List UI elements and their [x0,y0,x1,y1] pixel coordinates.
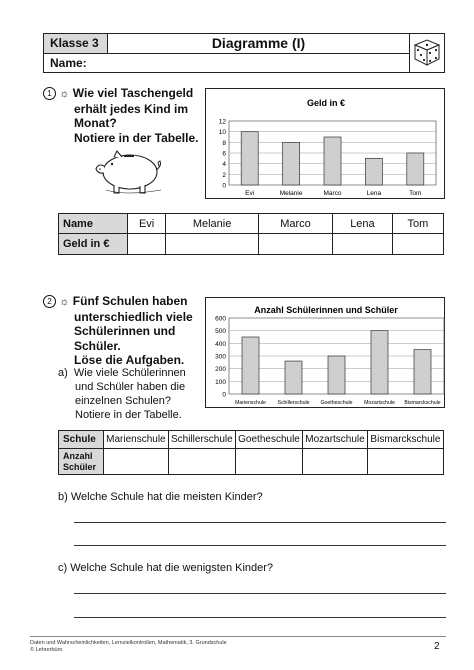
subtask-a-line: Wie viele Schülerinnen [73,367,186,379]
table-cell-name: Marco [258,214,332,234]
table-header-count-line: Anzahl [63,450,93,461]
bar [285,361,302,394]
table-row [59,234,444,255]
y-tick-label: 500 [215,328,226,336]
task2-line: Löse die Aufgaben. [74,353,185,367]
answer-cell[interactable] [235,449,302,475]
y-tick-label: 400 [215,340,226,348]
chart2-svg [206,298,446,409]
task2-line: Schülerinnen und [74,324,176,338]
task1-line: Wie viel Taschengeld [72,86,194,100]
sun-icon: ☼ [59,88,70,100]
task2-text [43,294,208,368]
table-cell-name: Melanie [166,214,259,234]
worksheet-title: Diagramme (I) [108,34,409,54]
bar [365,158,382,185]
table-header-school: Schule [59,431,104,449]
x-tick-label: Goetheschule [320,400,353,406]
footer-text [30,640,227,654]
subtask-c: c) Welche Schule hat die wenigsten Kinder? [58,562,274,574]
x-tick-label: Bismarckschule [404,400,441,406]
y-tick-label: 200 [215,366,226,374]
x-tick-label: Tom [409,190,422,197]
table-row [59,431,444,449]
table-row [59,214,444,234]
y-tick-label: 6 [222,150,226,158]
answer-line[interactable] [74,617,446,618]
subtask-b: b) Welche Schule hat die meisten Kinder? [58,491,263,503]
answer-line[interactable] [74,593,446,594]
answer-cell[interactable] [128,234,166,255]
pocket-money-table [58,213,444,255]
subtask-a-line: und Schüler haben die [75,381,186,393]
task2-line: unterschiedlich viele [74,309,193,324]
task1-line: Notiere in der Tabelle. [74,130,199,145]
footer-line: Daten und Wahrscheinlichkeiten, Lernzielkontrollen, Mathematik, 3. Grundschule [30,640,227,646]
y-tick-label: 0 [222,391,226,399]
bar [283,142,300,185]
footer-divider [30,636,446,637]
bar [328,356,345,394]
class-label: Klasse 3 [44,34,108,54]
answer-cell[interactable] [367,449,443,475]
footer-line: © Lehrerbüro [30,647,63,653]
bar [241,132,258,185]
bar [371,331,388,394]
x-tick-label: Marienschule [235,400,266,406]
answer-line[interactable] [74,522,446,523]
school-table [58,430,444,475]
subtask-a-line: Notiere in der Tabelle. [75,409,182,421]
table-cell-name: Evi [128,214,166,234]
bar [414,350,431,394]
table-header-count [59,449,104,475]
y-tick-label: 4 [222,161,226,169]
dice-box [409,34,444,72]
table-header-count-line: Schüler [63,461,97,472]
x-tick-label: Schillerschule [277,400,310,406]
table-cell-name: Tom [392,214,443,234]
task-number-badge: 1 [43,87,56,100]
task1-line: erhält jedes Kind im [74,101,189,116]
y-tick-label: 2 [222,171,226,179]
task1-text [43,86,203,145]
answer-cell[interactable] [168,449,235,475]
subtask-a [58,366,208,422]
y-tick-label: 12 [218,118,226,126]
answer-line[interactable] [74,545,446,546]
bar [242,337,259,394]
chart-pocket-money [205,88,445,199]
x-tick-label: Evi [245,190,255,197]
subtask-a-line: einzelnen Schulen? [75,395,172,407]
table-cell-school: Schillerschule [168,431,235,449]
table-cell-school: Bismarckschule [367,431,443,449]
table-cell-school: Mozartschule [303,431,368,449]
y-tick-label: 600 [215,315,226,323]
task1-line: Monat? [74,116,117,130]
name-label: Name: [50,56,87,70]
y-tick-label: 10 [218,129,226,137]
answer-cell[interactable] [333,234,393,255]
worksheet-header [43,33,445,73]
y-tick-label: 0 [222,182,226,190]
table-cell-name: Lena [333,214,393,234]
x-tick-label: Lena [366,190,382,197]
bar [324,137,341,185]
chart1-svg [206,89,446,200]
chart1-title: Geld in € [306,98,346,108]
dice-icon [410,34,443,70]
bar [407,153,424,185]
table-cell-school: Goetheschule [235,431,302,449]
y-tick-label: 300 [215,353,226,361]
table-row [59,449,444,475]
sun-icon: ☼ [59,296,70,308]
chart-school-count [205,297,445,408]
task-number-badge: 2 [43,295,56,308]
answer-cell[interactable] [303,449,368,475]
subtask-a-label: a) [58,367,68,379]
x-tick-label: Melanie [279,190,303,197]
piggy-bank-icon [92,148,172,198]
table-cell-school: Marienschule [104,431,169,449]
answer-cell[interactable] [392,234,443,255]
x-tick-label: Marco [323,190,342,197]
answer-cell[interactable] [104,449,169,475]
answer-cell[interactable] [166,234,259,255]
table-header-money: Geld in € [59,234,128,255]
task2-line: Schüler. [74,338,121,353]
task2-line: Fünf Schulen haben [72,294,188,308]
y-tick-label: 8 [222,139,226,147]
answer-cell[interactable] [258,234,332,255]
chart2-title: Anzahl Schülerinnen und Schüler [254,305,398,315]
x-tick-label: Mozartschule [364,400,395,406]
table-header-name: Name [59,214,128,234]
page-number: 2 [434,641,440,652]
y-tick-label: 100 [215,378,226,386]
